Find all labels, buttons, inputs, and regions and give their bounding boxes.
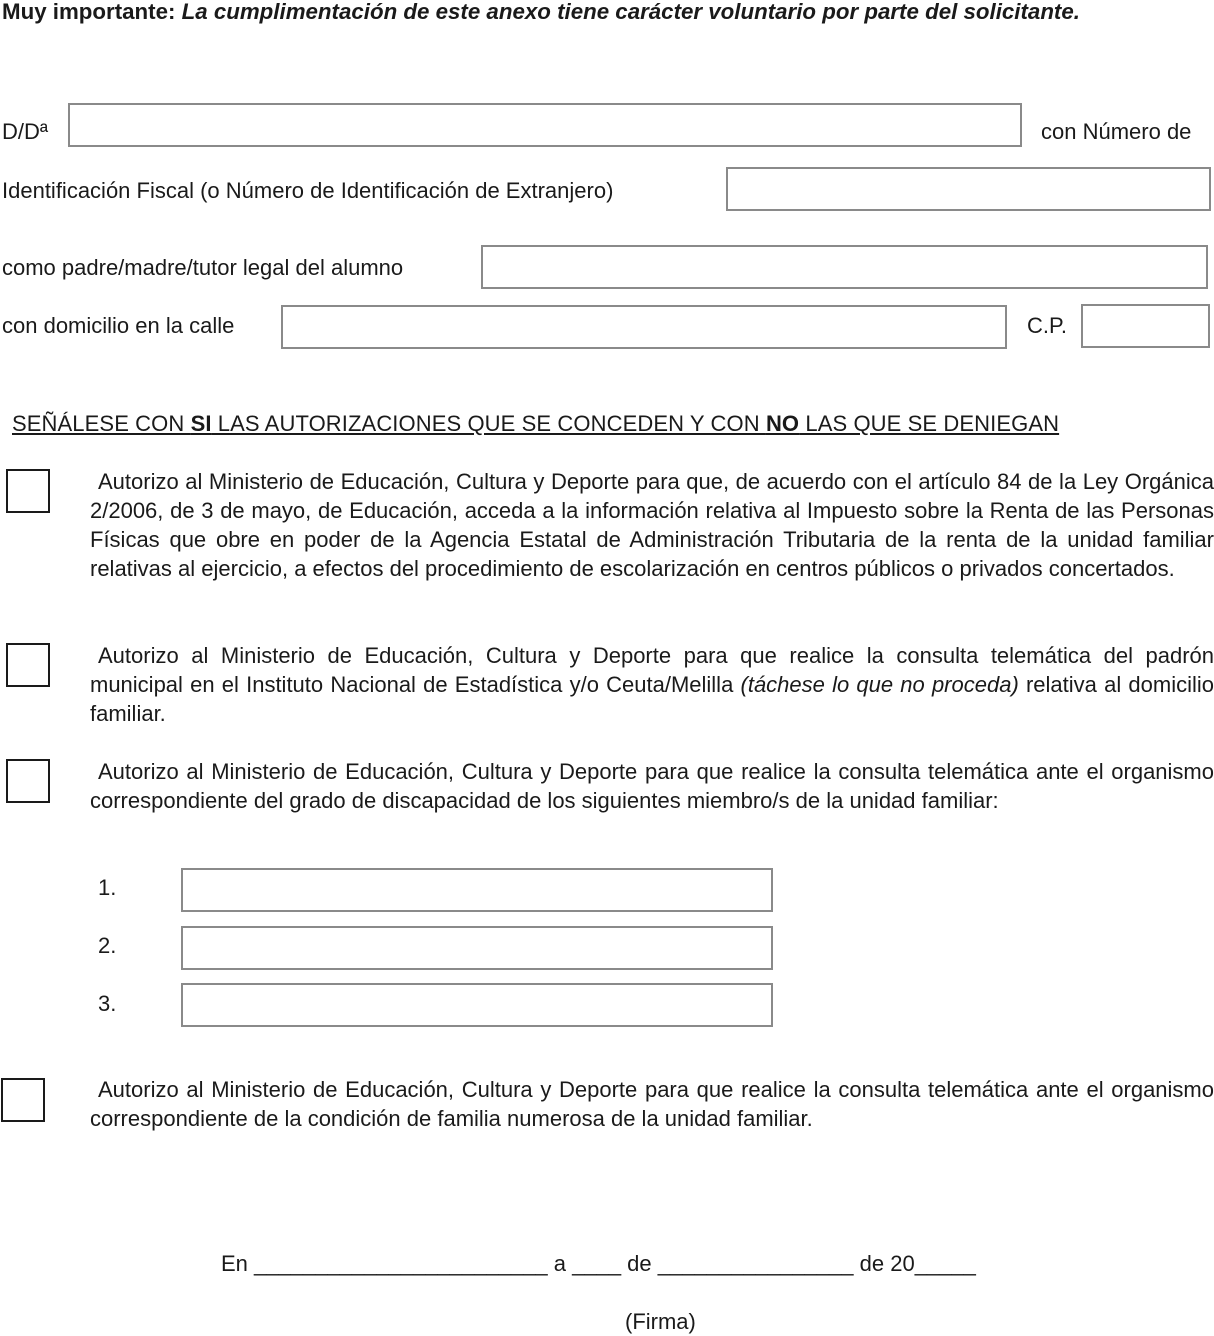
student-field[interactable] (481, 245, 1208, 289)
member-field-3[interactable] (181, 983, 773, 1027)
student-label: como padre/madre/tutor legal del alumno (2, 255, 404, 280)
member-field-2[interactable] (181, 926, 773, 970)
authorization-checkbox-large-family[interactable] (1, 1078, 45, 1122)
notice-text: La cumplimentación de este anexo tiene carácter voluntario por parte del solicitante. (181, 0, 1080, 24)
name-label: D/Dª (2, 119, 49, 144)
member-label-3: 3. (98, 991, 117, 1016)
notice-label: Muy importante: (2, 0, 176, 24)
signature-label: (Firma) (625, 1309, 696, 1334)
member-label-2: 2. (98, 933, 117, 958)
important-notice (2, 0, 1080, 26)
cp-label: C.P. (1027, 313, 1067, 338)
authorization-text-tax: Autorizo al Ministerio de Educación, Cultura y Deporte para que, de acuerdo con el artículo 84 de la Ley Orgánica 2/2006, de 3 de mayo, de Educación, acceda a la información relativa al Impuesto sobre la Renta de las Personas Físicas que obre en poder de la Agencia Estatal de Administración Tributaria de la renta de la unidad familiar relativas al ejercicio, a efectos del procedimiento de escolarización en centros públicos o privados concertados. (90, 469, 1214, 581)
si-keyword: SI (190, 411, 212, 436)
authorization-text-disability: Autorizo al Ministerio de Educación, Cultura y Deporte para que realice la consulta telemática ante el organismo correspondiente del grado de discapacidad de los siguientes miembro/s de la unidad familiar: (90, 759, 1214, 813)
street-label: con domicilio en la calle (2, 313, 235, 338)
nif-label: Identificación Fiscal (o Número de Identificación de Extranjero) (2, 178, 614, 203)
place-date-line: En ________________________ a ____ de ________________ de 20_____ (221, 1251, 976, 1276)
street-field[interactable] (281, 305, 1007, 349)
authorization-checkbox-census[interactable] (6, 643, 50, 687)
authorization-checkbox-tax[interactable] (6, 469, 50, 513)
member-label-1: 1. (98, 875, 117, 900)
authorization-text-large-family: Autorizo al Ministerio de Educación, Cultura y Deporte para que realice la consulta telemática ante el organismo correspondiente de la condición de familia numerosa de la unidad familiar. (90, 1077, 1214, 1131)
member-field-1[interactable] (181, 868, 773, 912)
authorization-checkbox-disability[interactable] (6, 759, 50, 803)
strike-note: (táchese lo que no proceda) (740, 672, 1019, 697)
authorization-text-census: Autorizo al Ministerio de Educación, Cultura y Deporte para que realice la consulta telemática del padrón municipal en el Instituto Nacional de Estadística y/o Ceuta/Melilla (táchese lo que no proceda) relativa al domicilio familiar. (90, 643, 1214, 726)
nif-prefix: con Número de (1041, 119, 1192, 144)
instruction-heading: SEÑÁLESE CON SI LAS AUTORIZACIONES QUE SE CONCEDEN Y CON NO LAS QUE SE DENIEGAN (12, 411, 1060, 436)
no-keyword: NO (765, 411, 800, 436)
postal-code-field[interactable] (1081, 304, 1210, 348)
nif-field[interactable] (726, 167, 1211, 211)
name-field[interactable] (68, 103, 1022, 147)
